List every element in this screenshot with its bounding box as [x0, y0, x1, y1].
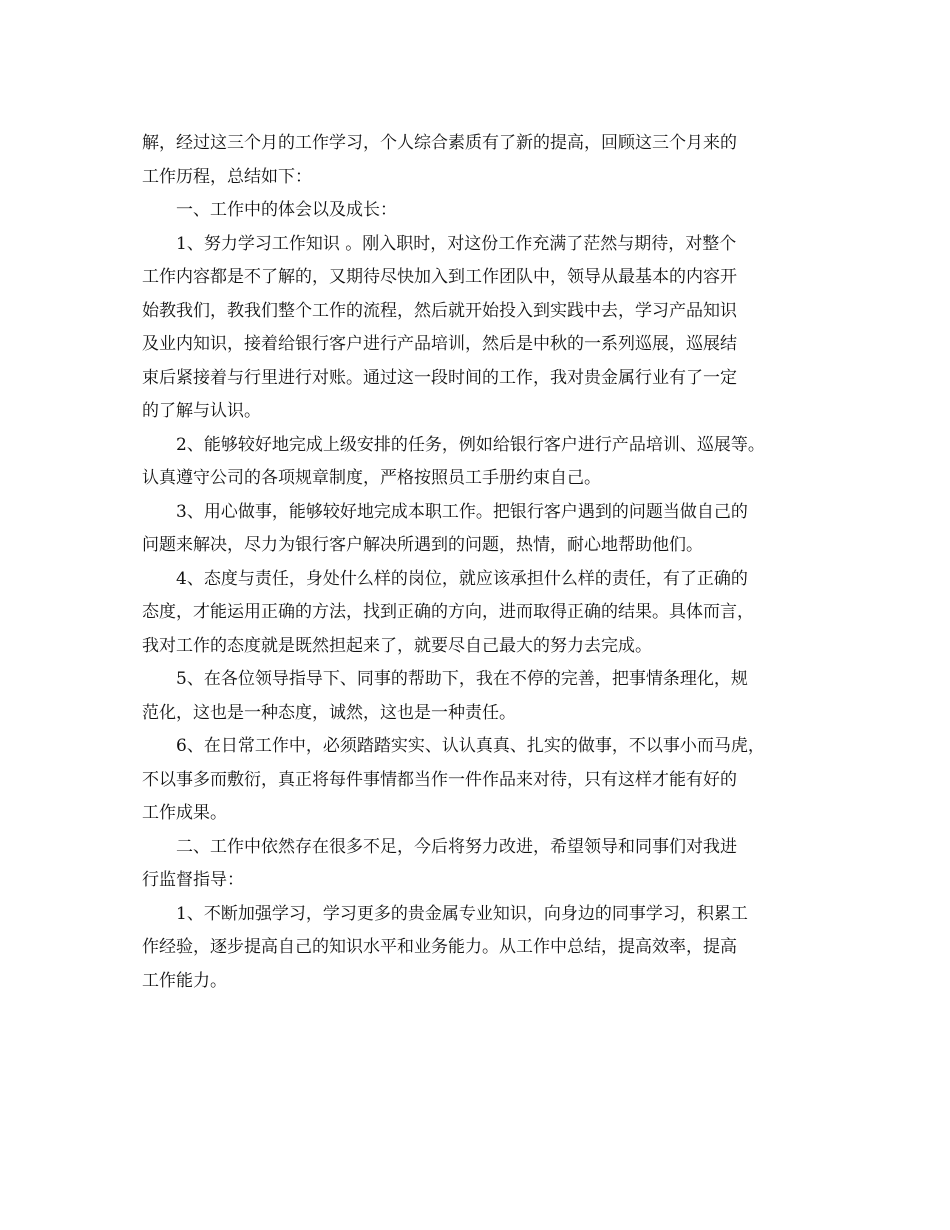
text-line: 态度，才能运用正确的方法，找到正确的方向，进而取得正确的结果。具体而言，	[142, 602, 754, 622]
text-line: 工作能力。	[142, 970, 227, 991]
text-line: 5、在各位领导指导下、同事的帮助下，我在不停的完善，把事情条理化，规	[176, 669, 748, 689]
text-line: 工作内容都是不了解的，又期待尽快加入到工作团队中，领导从最基本的内容开	[142, 267, 737, 287]
text-line: 作经验，逐步提高自己的知识水平和业务能力。从工作中总结，提高效率，提高	[142, 937, 737, 957]
text-line: 的了解与认识。	[142, 401, 261, 421]
text-line: 束后紧接着与行里进行对账。通过这一段时间的工作，我对贵金属行业有了一定	[142, 367, 737, 388]
text-line: 范化，这也是一种态度，诚然，这也是一种责任。	[142, 702, 516, 723]
text-line: 行监督指导：	[142, 870, 244, 890]
text-line: 3、用心做事，能够较好地完成本职工作。把银行客户遇到的问题当做自己的	[176, 501, 748, 522]
text-line: 6、在日常工作中，必须踏踏实实、认认真真、扎实的做事，不以事小而马虎，	[176, 736, 765, 756]
text-line: 解，经过这三个月的工作学习，个人综合素质有了新的提高，回顾这三个月来的	[142, 133, 737, 153]
section-heading: 二、工作中依然存在很多不足，今后将努力改进，希望领导和同事们对我进	[176, 836, 737, 857]
text-line: 4、态度与责任，身处什么样的岗位，就应该承担什么样的责任，有了正确的	[176, 568, 748, 589]
text-line: 问题来解决，尽力为银行客户解决所遇到的问题，热情，耐心地帮助他们。	[142, 535, 703, 555]
section-heading: 一、工作中的体会以及成长：	[176, 200, 397, 220]
text-line: 及业内知识，接着给银行客户进行产品培训，然后是中秋的一系列巡展，巡展结	[142, 334, 737, 354]
text-line: 工作成果。	[142, 803, 227, 823]
text-line: 1、不断加强学习，学习更多的贵金属专业知识，向身边的同事学习，积累工	[176, 903, 748, 924]
text-line: 2、能够较好地完成上级安排的任务，例如给银行客户进行产品培训、巡展等。	[176, 434, 765, 455]
document-body	[142, 127, 812, 998]
text-line: 我对工作的态度就是既然担起来了，就要尽自己最大的努力去完成。	[142, 635, 652, 656]
text-line: 不以事多而敷衍，真正将每件事情都当作一件作品来对待，只有这样才能有好的	[142, 769, 737, 790]
text-line: 1、努力学习工作知识 。刚入职时，对这份工作充满了茫然与期待，对整个	[176, 233, 737, 254]
text-line: 始教我们，教我们整个工作的流程，然后就开始投入到实践中去，学习产品知识	[142, 300, 737, 321]
text-line: 认真遵守公司的各项规章制度，严格按照员工手册约束自己。	[142, 468, 601, 488]
text-line: 工作历程，总结如下：	[142, 166, 312, 187]
